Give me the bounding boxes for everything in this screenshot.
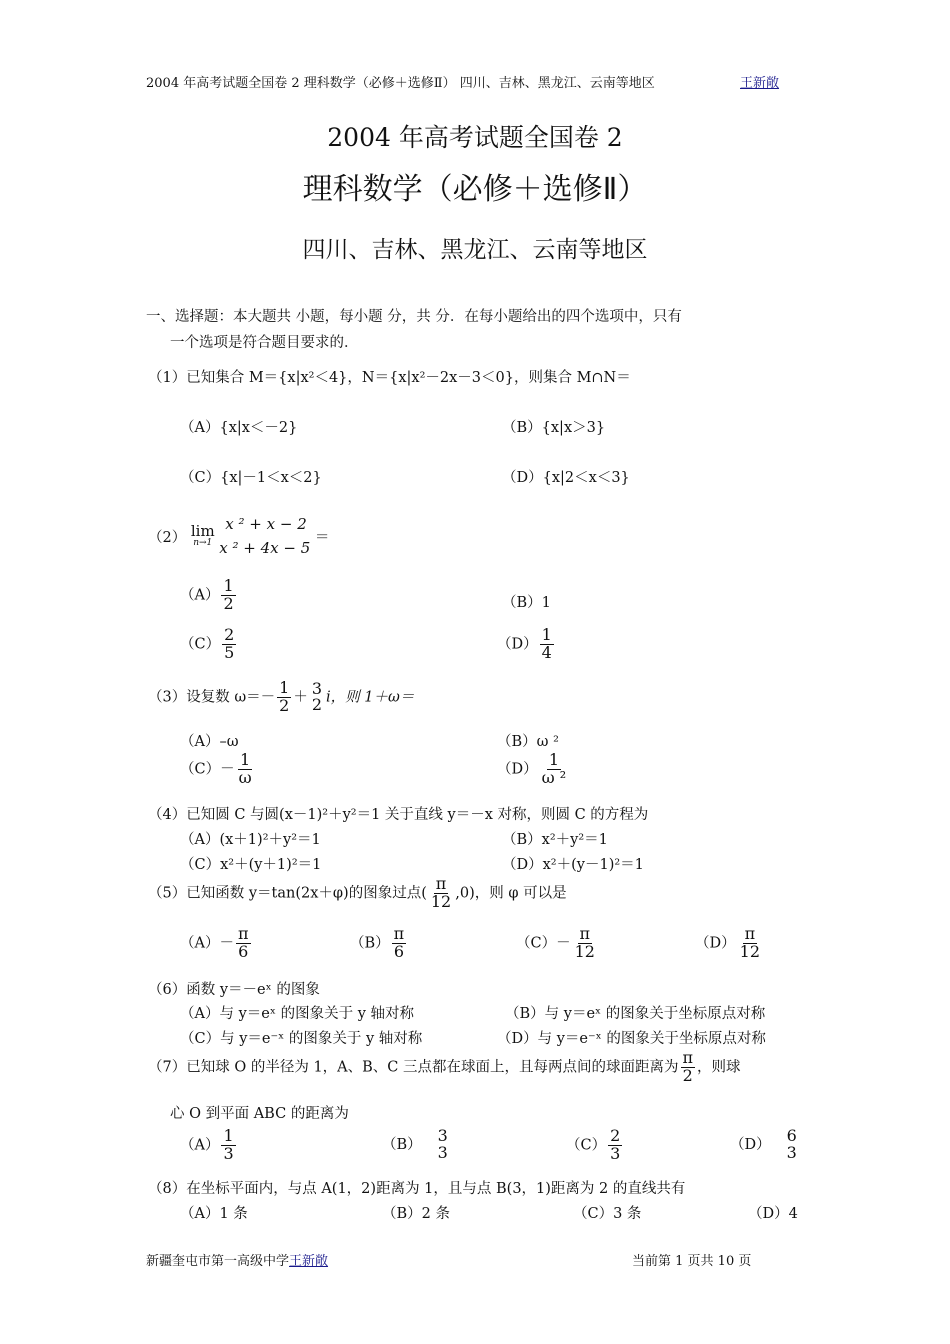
fraction-denominator: 5 [224, 642, 235, 662]
q5-option-b-label: （B） [350, 935, 390, 952]
q5-option-c-label: （C）－ [516, 935, 571, 952]
q7-option-c-label: （C） [566, 1137, 607, 1154]
fraction-denominator: 12 [574, 941, 595, 961]
q2-option-a-fraction [221, 578, 235, 613]
fraction-denominator: ω ² [541, 767, 567, 787]
question-3-stem [148, 680, 414, 715]
q4-option-b: （B）x²＋y²＝1 [502, 832, 608, 848]
q3-plus: ＋ [293, 689, 308, 706]
q5-option-c-fraction [573, 926, 597, 961]
fraction-numerator: π [744, 924, 756, 943]
question-1-stem: （1）已知集合 M＝{x|x²＜4}，N＝{x|x²－2x－3＜0}，则集合 M∩N＝ [148, 370, 631, 386]
q8-option-a: （A）1 条 [180, 1206, 248, 1222]
fraction-numerator: π [579, 924, 591, 943]
fraction-numerator: 2 [224, 625, 235, 644]
q6-option-b: （B）与 y＝eˣ 的图象关于坐标原点对称 [505, 1006, 766, 1022]
q3-option-a: （A）–ω [180, 734, 239, 750]
fraction-denominator: 12 [430, 891, 452, 911]
fraction-numerator: π [393, 924, 405, 943]
fraction-numerator: 6 [786, 1126, 797, 1145]
q8-option-b: （B）2 条 [382, 1206, 450, 1222]
q8-option-c: （C）3 条 [573, 1206, 642, 1222]
q2-limit [191, 523, 215, 549]
q5-option-a-label: （A）－ [180, 935, 234, 952]
fraction-numerator: 1 [541, 625, 552, 644]
fraction-numerator: π [435, 874, 447, 893]
fraction-denominator: 3 [223, 1143, 234, 1163]
q5-point-fraction [429, 876, 453, 911]
q2-lim-word: lim [190, 521, 215, 540]
q2-denominator: x ² + 4x − 5 [219, 539, 311, 557]
q2-option-d [497, 627, 556, 662]
q2-option-a [180, 578, 238, 613]
q2-option-c [180, 627, 238, 662]
q5-option-d-label: （D） [695, 935, 736, 952]
q1-option-c: （C）{x|－1＜x＜2} [180, 470, 322, 486]
section-heading: 一、选择题：本大题共 小题，每小题 分，共 分．在每小题给出的四个选项中，只有 [146, 309, 682, 325]
q3-option-d [497, 752, 570, 787]
fraction-denominator: 3 [437, 1142, 448, 1162]
q7-option-b-label: （B） [382, 1136, 422, 1153]
q8-option-d: （D）4 [748, 1206, 798, 1222]
q3-suffix: i，则 1＋ω＝ [326, 689, 415, 706]
exam-region-title: 四川、吉林、黑龙江、云南等地区 [302, 237, 648, 263]
question-5-stem [148, 876, 567, 911]
q5-option-d [695, 926, 764, 961]
header-title: 2004 年高考试题全国卷 2 理科数学（必修＋选修Ⅱ） 四川、吉林、黑龙江、云南等地区 [146, 76, 655, 91]
fraction-numerator: 1 [223, 576, 234, 595]
q6-option-a: （A）与 y＝eˣ 的图象关于 y 轴对称 [180, 1006, 415, 1022]
question-7-stem [148, 1050, 741, 1085]
fraction-denominator: ω [238, 767, 252, 787]
header-author-link[interactable]: 王新敞 [740, 76, 780, 91]
q7-stem-text: （7）已知球 O 的半径为 1，A、B、C 三点都在球面上，且每两点间的球面距离为 [148, 1059, 679, 1076]
q7-option-d-label: （D） [730, 1136, 771, 1153]
q7-option-a-label: （A） [180, 1137, 220, 1154]
fraction-numerator: 3 [311, 678, 323, 698]
fraction-denominator: 12 [739, 941, 760, 961]
q2-option-a-label: （A） [180, 587, 220, 604]
q3-option-c [180, 752, 256, 787]
fraction-denominator: 6 [393, 941, 404, 961]
q6-option-d: （D）与 y＝e⁻ˣ 的图象关于坐标原点对称 [497, 1031, 766, 1047]
q1-option-a: （A）{x|x＜－2} [180, 420, 298, 436]
q5-option-b-fraction [392, 926, 407, 961]
q3-fraction-2 [310, 678, 324, 715]
footer-school-name: 新疆奎屯市第一高级中学 [146, 1254, 290, 1269]
q2-prefix: （2） [148, 529, 187, 546]
q7-distance-fraction [681, 1050, 696, 1085]
fraction-denominator: 4 [541, 642, 552, 662]
q7-option-d [730, 1128, 801, 1162]
q3-option-b: （B）ω ² [497, 734, 559, 750]
q2-option-d-fraction [540, 627, 554, 662]
q7-option-a-fraction [221, 1128, 235, 1163]
fraction-denominator: 3 [786, 1142, 797, 1162]
q7-option-c [566, 1128, 624, 1163]
running-header [146, 72, 780, 91]
fraction-numerator: π [237, 924, 249, 943]
q7-option-a [180, 1128, 238, 1163]
q2-option-c-fraction [222, 627, 236, 662]
fraction-denominator: 2 [279, 695, 290, 715]
q3-fraction-1 [277, 680, 291, 715]
question-6-stem: （6）函数 y＝－eˣ 的图象 [148, 982, 320, 998]
q2-option-b: （B）1 [502, 595, 551, 611]
fraction-numerator: 1 [279, 678, 290, 697]
exam-subject-title: 理科数学（必修＋选修Ⅱ） [302, 172, 648, 207]
fraction-denominator: 3 [610, 1143, 621, 1163]
q1-option-d: （D）{x|2＜x＜3} [502, 470, 630, 486]
q2-option-d-label: （D） [497, 636, 538, 653]
q1-option-b: （B）{x|x＞3} [502, 420, 606, 436]
exam-year-title: 2004 年高考试题全国卷 2 [327, 123, 623, 152]
q5-option-d-fraction [738, 926, 762, 961]
q5-option-c [516, 926, 599, 961]
fraction-numerator: 1 [548, 750, 559, 769]
fraction-numerator: 3 [437, 1126, 448, 1145]
q7-option-b-fraction [436, 1128, 450, 1162]
footer-author-link[interactable]: 王新敞 [289, 1254, 329, 1269]
q7-option-b [382, 1128, 452, 1162]
fraction-numerator: π [682, 1048, 694, 1067]
footer-page-number: 当前第 1 页共 10 页 [632, 1254, 752, 1269]
fraction-numerator: 1 [240, 750, 251, 769]
fraction-numerator: 2 [610, 1126, 621, 1145]
q5-option-b [350, 926, 408, 961]
question-8-stem: （8）在坐标平面内，与点 A(1，2)距离为 1，且与点 B(3，1)距离为 2 的直线共有 [148, 1181, 686, 1197]
q3-option-d-fraction [540, 752, 569, 787]
section-heading-cont: 一个选项是符合题目要求的． [170, 335, 359, 351]
q4-option-c: （C）x²＋(y＋1)²＝1 [180, 857, 322, 873]
q2-numerator: x ² + x − 2 [225, 515, 307, 533]
q2-equals: ＝ [314, 529, 330, 546]
q6-option-c: （C）与 y＝e⁻ˣ 的图象关于 y 轴对称 [180, 1031, 423, 1047]
q3-option-c-label: （C）－ [180, 761, 235, 778]
q4-option-a: （A）(x＋1)²＋y²＝1 [180, 832, 321, 848]
q5-suffix: ,0)，则 φ 可以是 [455, 885, 567, 902]
q3-prefix: （3）设复数 ω＝－ [148, 689, 276, 706]
q5-option-a-fraction [236, 926, 251, 961]
q5-prefix: （5）已知函数 y＝tan(2x＋φ)的图象过点( [148, 885, 427, 902]
fraction-denominator: 2 [682, 1065, 693, 1085]
fraction-denominator: 2 [311, 695, 323, 715]
question-7-stem-cont: 心 O 到平面 ABC 的距离为 [170, 1106, 349, 1122]
q2-option-c-label: （C） [180, 636, 221, 653]
footer-school [146, 1250, 328, 1269]
fraction-denominator: 2 [223, 593, 234, 613]
q2-expression [219, 512, 310, 560]
question-2-stem [148, 512, 329, 560]
q5-option-a [180, 926, 253, 961]
fraction-denominator: 6 [238, 941, 249, 961]
q3-option-c-fraction [237, 752, 254, 787]
q4-option-d: （D）x²＋(y－1)²＝1 [502, 857, 644, 873]
q3-option-d-label: （D） [497, 761, 538, 778]
q7-option-c-fraction [608, 1128, 622, 1163]
question-4-stem: （4）已知圆 C 与圆(x－1)²＋y²＝1 关于直线 y＝－x 对称，则圆 C 的方程为 [148, 807, 649, 823]
q7-stem-tail: ，则球 [697, 1059, 741, 1076]
q2-lim-sub: n→1 [193, 538, 213, 549]
q7-option-d-fraction [785, 1128, 799, 1162]
fraction-numerator: 1 [223, 1126, 234, 1145]
